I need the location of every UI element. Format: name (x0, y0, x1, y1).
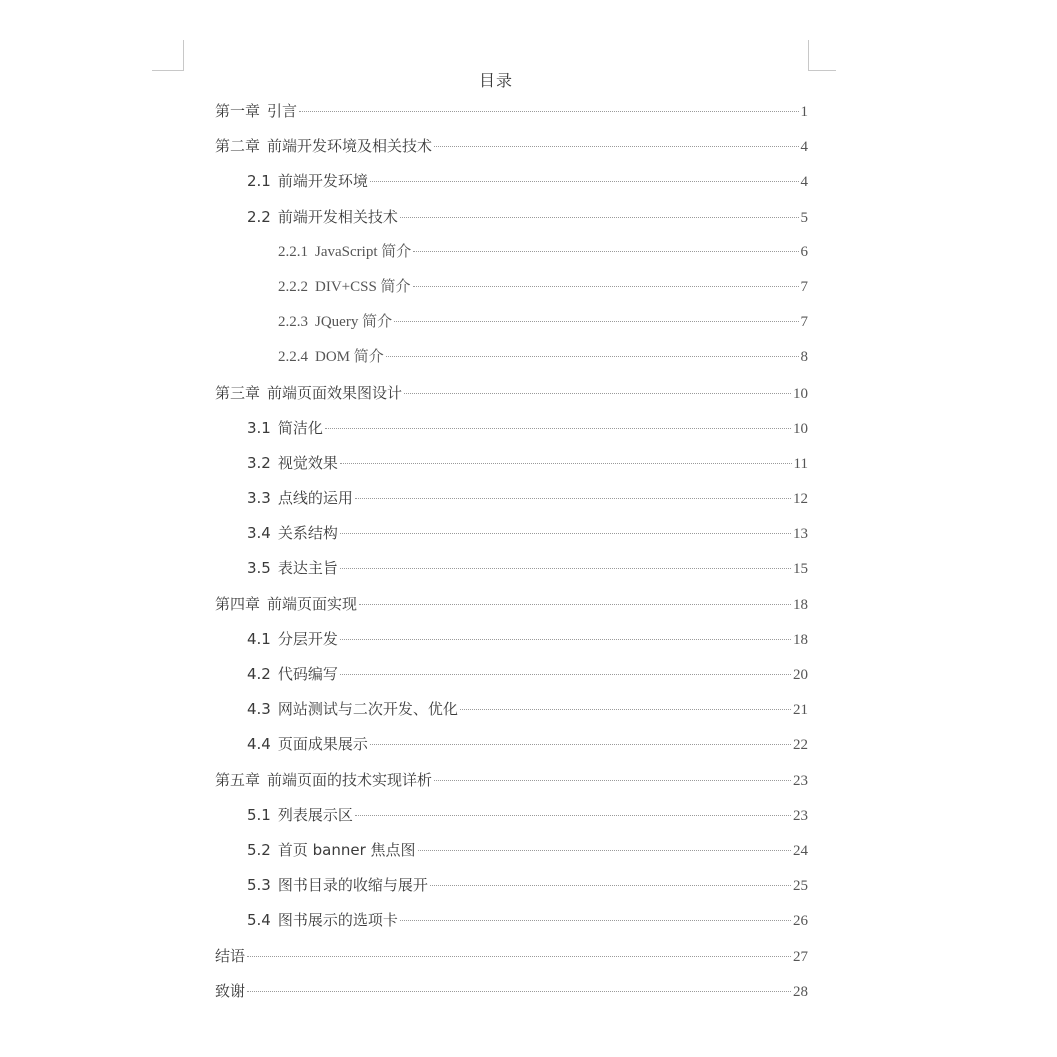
dot-leader (247, 956, 791, 957)
dot-leader (355, 815, 791, 816)
dot-leader (394, 321, 798, 322)
toc-entry[interactable] (215, 98, 808, 133)
toc-entry[interactable] (215, 133, 808, 168)
dot-leader (460, 709, 791, 710)
toc-entry-label: 前端页面的技术实现详析 (267, 770, 433, 789)
toc-entry-label: 致谢 (215, 981, 246, 1000)
dot-leader (340, 463, 792, 464)
toc-entry[interactable] (215, 731, 808, 766)
toc-entry-page-number: 10 (793, 385, 808, 402)
dot-leader (370, 744, 791, 745)
toc-entry-number: 第四章 (215, 594, 261, 613)
toc-entry-label: 前端开发环境及相关技术 (267, 137, 433, 156)
toc-entry-number: 2.2.2 (278, 278, 308, 295)
toc-entry-page-number: 24 (793, 842, 808, 859)
toc-entry-number: 第三章 (215, 383, 261, 402)
toc-entry-label: DIV+CSS 简介 (315, 278, 411, 295)
dot-leader (340, 568, 791, 569)
toc-entry-label: 分层开发 (277, 629, 338, 648)
toc-entry-page-number: 13 (793, 526, 808, 543)
table-of-contents (215, 98, 808, 1013)
toc-entry-page-number: 11 (793, 455, 808, 472)
toc-entry[interactable] (215, 344, 808, 379)
toc-entry[interactable] (215, 485, 808, 520)
dot-leader (340, 674, 791, 675)
dot-leader (430, 885, 791, 886)
toc-entry-page-number: 18 (793, 631, 808, 648)
toc-entry-number: 第五章 (215, 770, 261, 789)
toc-entry-label: 页面成果展示 (277, 735, 368, 754)
toc-entry-label: 图书展示的选项卡 (277, 911, 398, 930)
toc-entry-number: 3.4 (247, 524, 271, 543)
toc-entry[interactable] (215, 661, 808, 696)
dot-leader (325, 428, 791, 429)
dot-leader (434, 146, 798, 147)
toc-entry-label: DOM 简介 (315, 349, 384, 366)
toc-entry[interactable] (215, 767, 808, 802)
toc-entry-number: 5.1 (247, 805, 271, 824)
toc-entry-number: 3.3 (247, 489, 271, 508)
dot-leader (299, 111, 798, 112)
dot-leader (400, 217, 799, 218)
toc-entry-page-number: 26 (793, 913, 808, 930)
toc-entry-label: 关系结构 (277, 524, 338, 543)
toc-entry-label: 列表展示区 (277, 805, 353, 824)
toc-entry-page-number: 23 (793, 772, 808, 789)
toc-entry-label: 视觉效果 (277, 453, 338, 472)
toc-entry-number: 4.3 (247, 700, 271, 719)
toc-entry[interactable] (215, 907, 808, 942)
toc-entry-number: 2.1 (247, 172, 271, 191)
dot-leader (340, 639, 791, 640)
toc-entry[interactable] (215, 309, 808, 344)
toc-entry-label: 点线的运用 (277, 489, 353, 508)
toc-entry-label: 表达主旨 (277, 559, 338, 578)
toc-entry[interactable] (215, 274, 808, 309)
toc-entry-page-number: 4 (800, 139, 808, 156)
toc-entry-label: 结语 (215, 946, 246, 965)
dot-leader (359, 604, 791, 605)
toc-entry[interactable] (215, 591, 808, 626)
toc-entry-page-number: 4 (800, 174, 808, 191)
toc-entry-number: 3.1 (247, 418, 271, 437)
toc-entry-page-number: 18 (793, 596, 808, 613)
toc-entry-label: 图书目录的收缩与展开 (277, 876, 428, 895)
toc-entry-page-number: 7 (800, 314, 808, 331)
toc-entry-number: 3.5 (247, 559, 271, 578)
toc-entry-label: JavaScript 简介 (315, 243, 412, 260)
toc-entry[interactable] (215, 239, 808, 274)
toc-entry-page-number: 12 (793, 491, 808, 508)
toc-entry[interactable] (215, 626, 808, 661)
toc-entry[interactable] (215, 204, 808, 239)
toc-entry-label: 前端开发相关技术 (277, 207, 398, 226)
toc-entry[interactable] (215, 837, 808, 872)
dot-leader (340, 533, 791, 534)
toc-entry[interactable] (215, 415, 808, 450)
toc-entry-page-number: 8 (800, 349, 808, 366)
dot-leader (413, 251, 798, 252)
toc-entry[interactable] (215, 450, 808, 485)
toc-entry-page-number: 6 (800, 243, 808, 260)
toc-entry-label: 前端页面效果图设计 (267, 383, 403, 402)
toc-entry[interactable] (215, 520, 808, 555)
toc-entry-number: 2.2.1 (278, 243, 308, 260)
toc-entry-label: 简洁化 (277, 418, 323, 437)
toc-entry-page-number: 5 (800, 209, 808, 226)
toc-entry-page-number: 15 (793, 561, 808, 578)
toc-entry[interactable] (215, 696, 808, 731)
toc-entry-number: 5.3 (247, 876, 271, 895)
toc-entry-page-number: 1 (800, 104, 808, 120)
toc-entry-page-number: 25 (793, 878, 808, 895)
toc-entry[interactable] (215, 380, 808, 415)
toc-entry-number: 4.1 (247, 629, 271, 648)
dot-leader (370, 181, 799, 182)
toc-entry-label: 前端开发环境 (277, 172, 368, 191)
toc-entry-label: 引言 (267, 102, 298, 120)
dot-leader (355, 498, 791, 499)
toc-entry[interactable] (215, 802, 808, 837)
toc-entry-number: 第二章 (215, 137, 261, 156)
toc-entry-label: 首页 banner 焦点图 (277, 840, 416, 859)
toc-entry[interactable] (215, 168, 808, 203)
toc-entry-label: JQuery 简介 (315, 314, 393, 331)
toc-entry-number: 2.2.4 (278, 349, 308, 366)
toc-entry-number: 2.2 (247, 207, 271, 226)
toc-title: 目录 (478, 71, 513, 90)
toc-entry-number: 4.4 (247, 735, 271, 754)
toc-entry-label: 网站测试与二次开发、优化 (277, 700, 458, 719)
toc-entry-number: 5.2 (247, 840, 271, 859)
top-right-crop-mark (808, 40, 836, 71)
dot-leader (400, 920, 791, 921)
toc-entry-number: 5.4 (247, 911, 271, 930)
dot-leader (247, 991, 791, 992)
toc-entry-page-number: 21 (793, 702, 808, 719)
toc-entry-number: 2.2.3 (278, 314, 308, 331)
toc-entry[interactable] (215, 555, 808, 590)
toc-entry-page-number: 28 (793, 983, 808, 1000)
toc-entry-number: 4.2 (247, 665, 271, 683)
top-left-crop-mark (152, 40, 184, 71)
toc-entry-label: 代码编写 (277, 665, 338, 683)
toc-entry-page-number: 7 (800, 278, 808, 295)
dot-leader (418, 850, 791, 851)
toc-entry[interactable] (215, 943, 808, 978)
toc-entry-page-number: 27 (793, 948, 808, 965)
toc-entry-number: 第一章 (215, 102, 261, 120)
dot-leader (413, 286, 799, 287)
toc-entry-page-number: 10 (793, 420, 808, 437)
toc-entry[interactable] (215, 872, 808, 907)
toc-entry-page-number: 20 (793, 667, 808, 683)
toc-entry[interactable] (215, 978, 808, 1013)
toc-entry-label: 前端页面实现 (267, 594, 358, 613)
dot-leader (404, 393, 791, 394)
toc-entry-page-number: 23 (793, 807, 808, 824)
toc-entry-number: 3.2 (247, 453, 271, 472)
dot-leader (386, 356, 799, 357)
toc-entry-page-number: 22 (793, 737, 808, 754)
dot-leader (434, 780, 791, 781)
